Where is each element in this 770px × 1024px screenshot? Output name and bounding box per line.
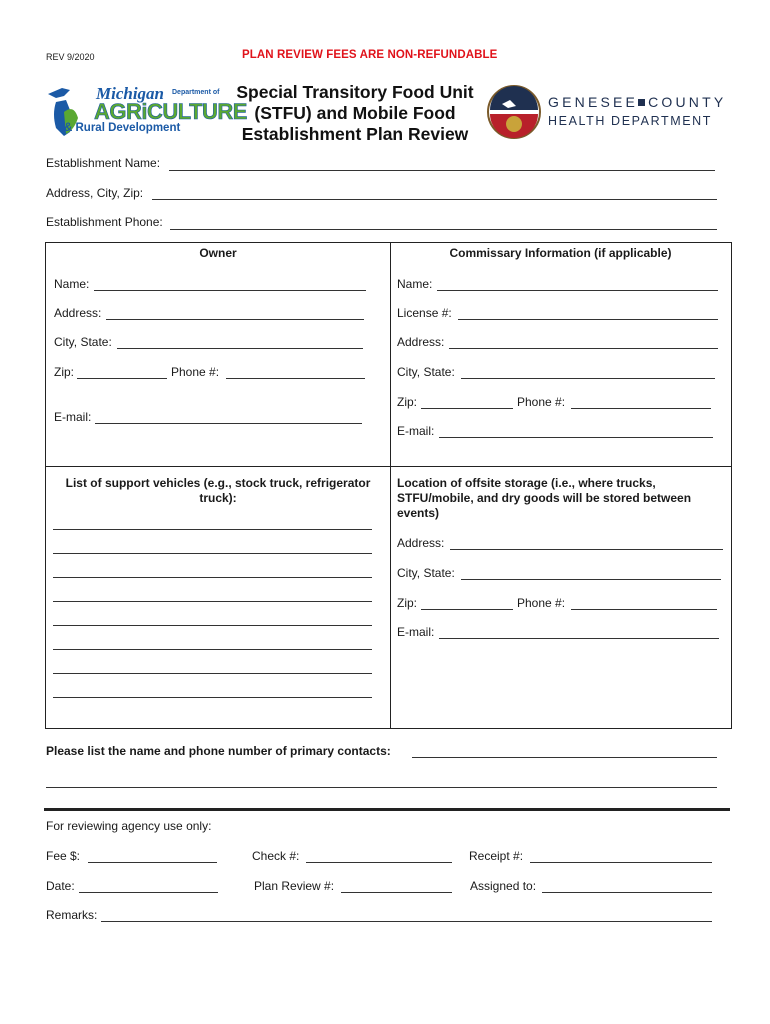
owner-city-state-input[interactable] (117, 348, 363, 349)
storage-phone-input[interactable] (571, 609, 717, 610)
storage-city-state-label: City, State: (397, 566, 455, 580)
primary-contacts-input-1[interactable] (412, 757, 717, 758)
title-line-2: (STFU) and Mobile Food (254, 103, 456, 123)
receipt-label: Receipt #: (469, 849, 524, 863)
commissary-zip-label: Zip: (397, 395, 418, 409)
establishment-name-label: Establishment Name: (46, 156, 161, 170)
vehicle-line-5[interactable] (53, 625, 372, 626)
commissary-name-input[interactable] (437, 290, 718, 291)
storage-city-state-input[interactable] (461, 579, 721, 580)
owner-phone-input[interactable] (226, 378, 365, 379)
vehicles-heading (46, 476, 390, 506)
form-title (226, 82, 484, 145)
commissary-phone-input[interactable] (571, 408, 711, 409)
revision-label: REV 9/2020 (46, 52, 95, 62)
gchd-line-2: HEALTH DEPARTMENT (548, 114, 713, 128)
storage-heading-line-1: Location of offsite storage (i.e., where trucks, (397, 476, 656, 490)
vehicles-heading-line-2: truck): (199, 491, 237, 505)
agency-separator (44, 808, 730, 811)
establishment-phone-row (46, 215, 163, 229)
check-input[interactable] (306, 862, 452, 863)
commissary-city-state-input[interactable] (461, 378, 715, 379)
fee-input[interactable] (88, 862, 217, 863)
mdard-rural-text: & Rural Development (64, 122, 181, 134)
vehicle-line-3[interactable] (53, 577, 372, 578)
establishment-phone-input[interactable] (170, 229, 717, 230)
owner-address-label: Address: (54, 306, 102, 320)
mdard-michigan-text: Michigan (96, 84, 165, 103)
establishment-address-label: Address, City, Zip: (46, 186, 144, 200)
owner-address-input[interactable] (106, 319, 364, 320)
vehicle-line-2[interactable] (53, 553, 372, 554)
commissary-address-label: Address: (397, 335, 445, 349)
owner-zip-label: Zip: (54, 365, 75, 379)
mdard-logo (44, 84, 247, 140)
vehicle-line-8[interactable] (53, 697, 372, 698)
establishment-name-input[interactable] (169, 170, 715, 171)
title-line-3: Establishment Plan Review (241, 124, 469, 144)
owner-email-label: E-mail: (54, 410, 92, 424)
owner-city-state-label: City, State: (54, 335, 112, 349)
primary-contacts-label: Please list the name and phone number of primary contacts: (46, 744, 391, 758)
storage-zip-input[interactable] (421, 609, 513, 610)
establishment-phone-label: Establishment Phone: (46, 215, 163, 229)
commissary-license-label: License #: (397, 306, 452, 320)
date-label: Date: (46, 879, 75, 893)
storage-zip-label: Zip: (397, 596, 418, 610)
date-input[interactable] (79, 892, 218, 893)
table-divider-horizontal (45, 466, 731, 467)
gchd-logo (486, 84, 727, 140)
commissary-city-state-label: City, State: (397, 365, 455, 379)
non-refundable-warning: PLAN REVIEW FEES ARE NON-REFUNDABLE (242, 49, 498, 61)
commissary-email-label: E-mail: (397, 424, 435, 438)
vehicle-line-6[interactable] (53, 649, 372, 650)
vehicles-heading-line-1: List of support vehicles (e.g., stock truck, refrigerator (65, 476, 371, 490)
gchd-seal-icon (486, 84, 542, 140)
vehicle-line-1[interactable] (53, 529, 372, 530)
mdard-agriculture-text: AGRiCULTURE (94, 99, 247, 124)
plan-review-input[interactable] (341, 892, 452, 893)
commissary-zip-input[interactable] (421, 408, 513, 409)
establishment-address-row (46, 186, 143, 200)
commissary-license-input[interactable] (458, 319, 718, 320)
plan-review-label: Plan Review #: (254, 879, 335, 893)
establishment-address-input[interactable] (152, 199, 717, 200)
owner-name-label: Name: (54, 277, 90, 291)
storage-address-input[interactable] (450, 549, 723, 550)
mdard-dept-text: Department of (172, 89, 220, 96)
owner-email-input[interactable] (95, 423, 362, 424)
fee-label: Fee $: (46, 849, 81, 863)
check-label: Check #: (252, 849, 300, 863)
storage-email-label: E-mail: (397, 625, 435, 639)
gchd-genesee-text: GENESEE (548, 94, 639, 110)
assigned-label: Assigned to: (470, 879, 537, 893)
receipt-input[interactable] (530, 862, 712, 863)
gchd-line-1 (548, 94, 726, 110)
commissary-email-input[interactable] (439, 437, 713, 438)
storage-heading (397, 476, 727, 521)
gchd-county-text: COUNTY (648, 94, 727, 110)
primary-contacts-input-2[interactable] (46, 787, 717, 788)
storage-email-input[interactable] (439, 638, 719, 639)
agency-heading: For reviewing agency use only: (46, 819, 212, 833)
storage-heading-line-3: events) (397, 506, 440, 520)
remarks-label: Remarks: (46, 908, 98, 922)
storage-phone-label: Phone #: (517, 596, 566, 610)
commissary-address-input[interactable] (449, 348, 718, 349)
commissary-heading: Commissary Information (if applicable) (449, 246, 672, 260)
table-divider-vertical (390, 242, 391, 728)
remarks-input[interactable] (101, 921, 712, 922)
owner-zip-input[interactable] (77, 378, 167, 379)
storage-heading-line-2: STFU/mobile, and dry goods will be stored between (397, 491, 692, 505)
commissary-name-label: Name: (397, 277, 433, 291)
assigned-input[interactable] (542, 892, 712, 893)
vehicle-line-7[interactable] (53, 673, 372, 674)
commissary-phone-label: Phone #: (517, 395, 566, 409)
vehicle-line-4[interactable] (53, 601, 372, 602)
title-line-1: Special Transitory Food Unit (236, 82, 474, 102)
establishment-name-row (46, 156, 160, 170)
owner-name-input[interactable] (94, 290, 366, 291)
owner-heading: Owner (199, 246, 237, 260)
storage-address-label: Address: (397, 536, 445, 550)
owner-phone-label: Phone #: (171, 365, 220, 379)
